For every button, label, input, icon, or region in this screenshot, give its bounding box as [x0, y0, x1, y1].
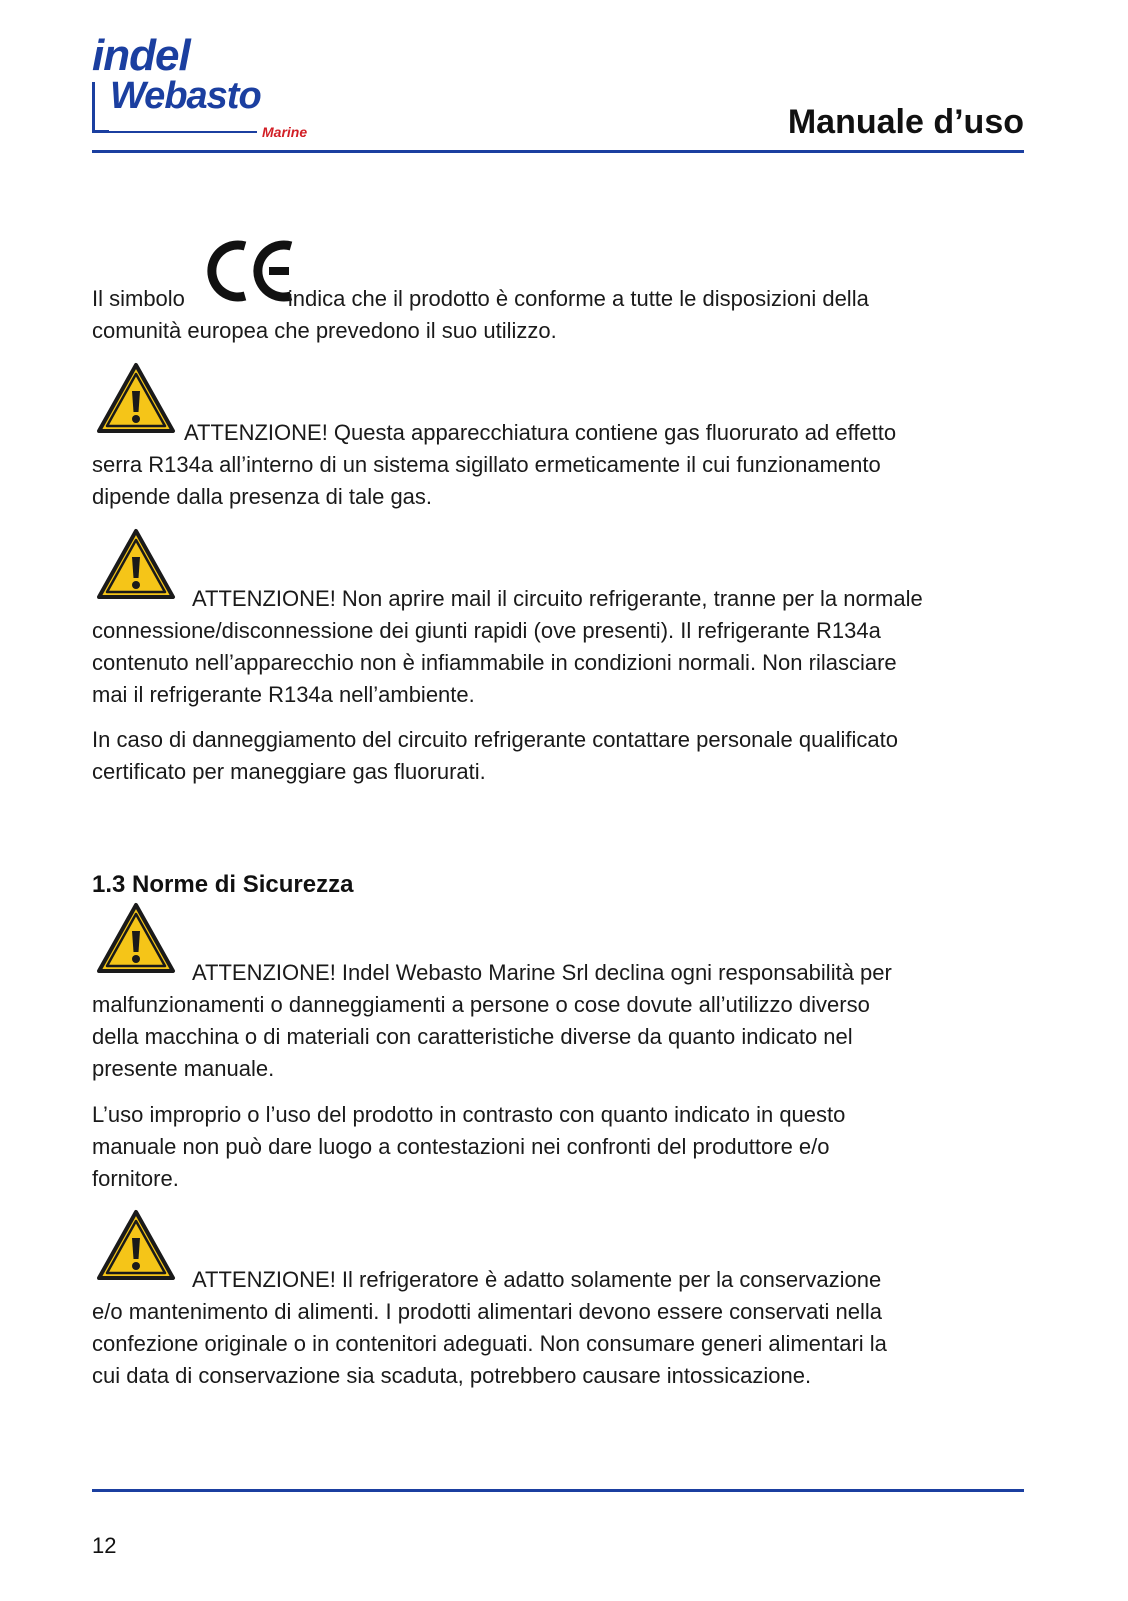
- ce-text-after: indica che il prodotto è conforme a tutte le disposizioni della: [287, 286, 869, 311]
- page-number: 12: [92, 1533, 117, 1558]
- warning-2-line: mai il refrigerante R134a nell’ambiente.: [92, 682, 475, 707]
- logo-underline: [92, 131, 257, 133]
- warning-4-line: e/o mantenimento di alimenti. I prodotti alimentari devono essere conservati nella: [92, 1299, 882, 1324]
- improper-use-line: fornitore.: [92, 1166, 179, 1191]
- document-title: Manuale d’uso: [787, 103, 1024, 141]
- warning-4-line: cui data di conservazione sia scaduta, potrebbero causare intossicazione.: [92, 1363, 812, 1388]
- warning-1-first-line: ATTENZIONE! Questa apparecchiatura contiene gas fluorurato ad effetto: [184, 420, 897, 445]
- damage-line: certificato per maneggiare gas fluorurati.: [92, 759, 486, 784]
- damage-paragraph: [92, 724, 1032, 788]
- warning-2-line: contenuto nell’apparecchio non è infiammabile in condizioni normali. Non rilasciare: [92, 650, 897, 675]
- indel-webasto-marine-logo: [92, 31, 332, 140]
- section-heading: 1.3 Norme di Sicurezza: [92, 871, 354, 898]
- warning-paragraph-3: [92, 957, 1032, 1085]
- damage-line: In caso di danneggiamento del circuito refrigerante contattare personale qualificato: [92, 727, 898, 752]
- warning-3-line: della macchina o di materiali con caratteristiche diverse da quanto indicato nel: [92, 1024, 853, 1049]
- warning-3-line: presente manuale.: [92, 1056, 275, 1081]
- improper-use-line: manuale non può dare luogo a contestazioni nei confronti del produttore e/o: [92, 1134, 830, 1159]
- warning-2-line: connessione/disconnessione dei giunti rapidi (ove presenti). Il refrigerante R134a: [92, 618, 881, 643]
- warning-paragraph-4: [92, 1264, 1032, 1392]
- ce-text-line2: comunità europea che prevedono il suo utilizzo.: [92, 318, 557, 343]
- header-rule: [92, 150, 1024, 153]
- warning-1-line: dipende dalla presenza di tale gas.: [92, 484, 433, 509]
- warning-1-line: serra R134a all’interno di un sistema sigillato ermeticamente il cui funzionamento: [92, 452, 881, 477]
- logo-line-marine: Marine: [262, 124, 308, 140]
- improper-use-paragraph: [92, 1099, 1032, 1195]
- ce-paragraph: [92, 283, 1032, 347]
- ce-text-before: Il simbolo: [92, 286, 185, 311]
- logo-bracket: [92, 82, 109, 133]
- warning-3-line: malfunzionamenti o danneggiamenti a persone o cose dovute all’utilizzo diverso: [92, 992, 870, 1017]
- warning-paragraph-1: [92, 417, 1032, 513]
- page-header: [92, 30, 1024, 154]
- warning-4-first-line: ATTENZIONE! Il refrigeratore è adatto solamente per la conservazione: [192, 1267, 882, 1292]
- warning-3-first-line: ATTENZIONE! Indel Webasto Marine Srl declina ogni responsabilità per: [192, 960, 892, 985]
- warning-2-first-line: ATTENZIONE! Non aprire mail il circuito refrigerante, tranne per la normale: [192, 586, 923, 611]
- improper-use-line: L’uso improprio o l’uso del prodotto in contrasto con quanto indicato in questo: [92, 1102, 846, 1127]
- footer-rule: [92, 1489, 1024, 1492]
- warning-4-line: confezione originale o in contenitori adeguati. Non consumare generi alimentari la: [92, 1331, 887, 1356]
- warning-paragraph-2: [92, 583, 1032, 711]
- logo-line-indel: indel: [92, 31, 190, 80]
- logo-line-webasto: Webasto: [110, 75, 261, 117]
